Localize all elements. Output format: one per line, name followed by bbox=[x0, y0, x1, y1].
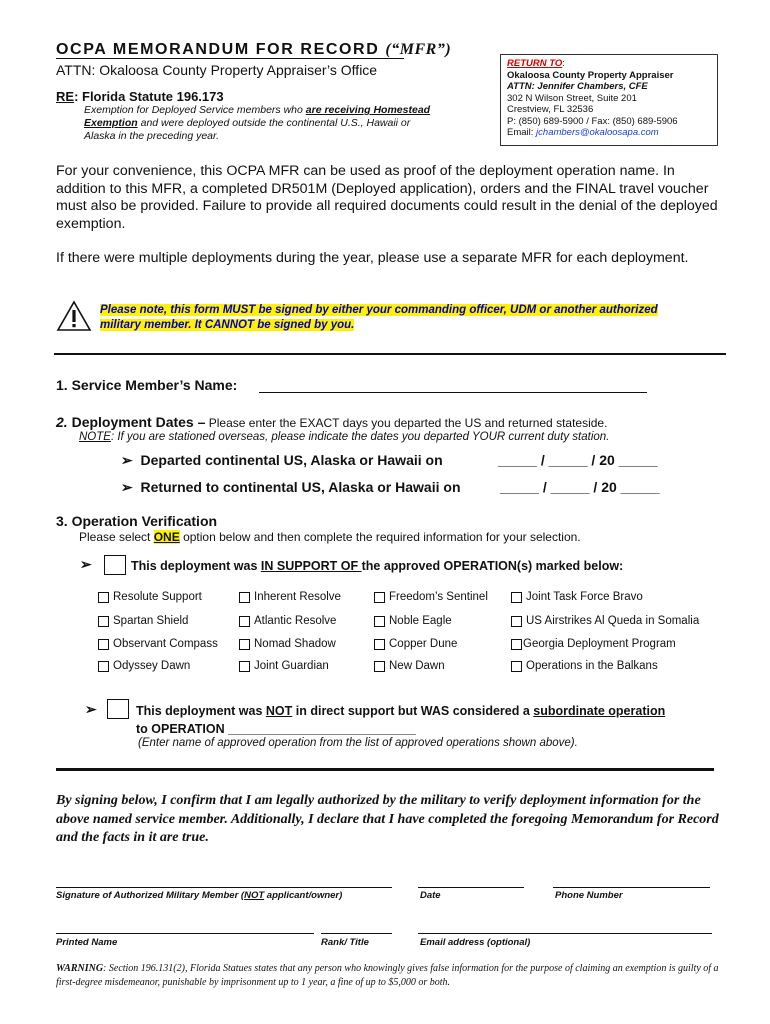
operation-option[interactable] bbox=[239, 638, 336, 650]
operation-label: Spartan Shield bbox=[113, 615, 189, 627]
operation-label: Joint Task Force Bravo bbox=[526, 591, 643, 603]
operation-name-field[interactable]: to OPERATION ___________________________ bbox=[136, 722, 416, 736]
warning-label: WARNING bbox=[56, 963, 104, 974]
checkbox[interactable] bbox=[511, 592, 522, 603]
operation-option[interactable] bbox=[98, 615, 188, 627]
operation-option[interactable] bbox=[98, 638, 218, 650]
operation-option[interactable] bbox=[239, 660, 329, 672]
checkbox[interactable] bbox=[98, 616, 109, 627]
arrow-icon: ➢ bbox=[80, 556, 92, 572]
re-desc-emphasis: are receiving Homestead Exemption bbox=[84, 104, 431, 129]
return-to-text: RETURN TO bbox=[507, 58, 563, 69]
declaration: By signing below, I confirm that I am legally authorized by the military to verify deployment information for the above named service member. Additionally, I declare that I have completed the foregoing Memorandum for Record and the facts in it are true. bbox=[56, 793, 719, 845]
checkbox[interactable] bbox=[239, 592, 250, 603]
title-underline bbox=[56, 58, 404, 59]
operation-label: Freedom’s Sentinel bbox=[389, 591, 488, 603]
returned-label: Returned to continental US, Alaska or Hawaii on bbox=[140, 479, 461, 495]
return-street: 302 N Wilson Street, Suite 201 bbox=[507, 92, 637, 104]
bullet-icon: ➢ bbox=[121, 479, 133, 495]
return-attn: ATTN: Jennifer Chambers, CFE bbox=[507, 81, 648, 92]
operation-option[interactable] bbox=[98, 660, 190, 672]
subordinate-label bbox=[136, 702, 676, 738]
operation-label: Atlantic Resolve bbox=[254, 615, 337, 627]
checkbox[interactable] bbox=[511, 616, 522, 627]
checkbox[interactable] bbox=[511, 661, 522, 672]
email-label: Email address (optional) bbox=[420, 937, 531, 948]
note-text: : If you are stationed overseas, please indicate the dates you departed YOUR current duty station. bbox=[110, 431, 610, 443]
return-to-label bbox=[507, 58, 711, 70]
opt2-b: in direct support but WAS considered a bbox=[292, 704, 534, 718]
return-email-link[interactable]: jchambers@okaloosapa.com bbox=[536, 127, 659, 138]
checkbox[interactable] bbox=[239, 616, 250, 627]
operation-option[interactable] bbox=[98, 591, 202, 603]
operation-label: Joint Guardian bbox=[254, 660, 329, 672]
phone-label: Phone Number bbox=[555, 890, 623, 901]
opt2-a: This deployment was bbox=[136, 704, 266, 718]
operation-option[interactable] bbox=[511, 591, 643, 603]
operation-option[interactable] bbox=[374, 591, 488, 603]
departed-label: Departed continental US, Alaska or Hawaii on bbox=[140, 452, 443, 468]
checkbox[interactable] bbox=[374, 661, 385, 672]
email-field[interactable] bbox=[418, 933, 712, 934]
re-line bbox=[56, 89, 224, 104]
operation-option[interactable] bbox=[511, 638, 676, 650]
checkbox[interactable] bbox=[239, 639, 250, 650]
operation-label: Copper Dune bbox=[389, 638, 458, 650]
divider bbox=[56, 768, 714, 771]
return-org: Okaloosa County Property Appraiser bbox=[507, 69, 674, 81]
operation-option[interactable] bbox=[511, 615, 699, 627]
deployment-dates-heading bbox=[56, 414, 607, 430]
re-statute: : Florida Statute 196.173 bbox=[74, 89, 224, 104]
return-to-colon: : bbox=[562, 58, 565, 69]
checkbox[interactable] bbox=[239, 661, 250, 672]
note-part1: Please select bbox=[79, 530, 154, 544]
operation-label: Nomad Shadow bbox=[254, 638, 336, 650]
return-phone: P: (850) 689-5900 / Fax: (850) 689-5906 bbox=[507, 115, 678, 127]
bullet-icon: ➢ bbox=[121, 452, 133, 468]
operation-label: Resolute Support bbox=[113, 591, 202, 603]
sig-label-not: NOT bbox=[244, 890, 265, 901]
re-description bbox=[84, 104, 434, 143]
warning-icon bbox=[56, 300, 92, 332]
signature-field[interactable] bbox=[56, 887, 392, 888]
warning-text: : Section 196.131(2), Florida Statues states that any person who knowingly gives false information for the purpose of claiming an exemption is guilty of a first-degree misdemeanor, punishable by imprisonment up to 1 year, a fine of up to $5,000 or both. bbox=[56, 963, 719, 988]
returned-date-field[interactable]: _____ / _____ / 20 _____ bbox=[500, 479, 660, 495]
re-label: RE bbox=[56, 89, 75, 104]
operation-label: US Airstrikes Al Queda in Somalia bbox=[526, 615, 700, 627]
note-label: NOTE bbox=[79, 431, 111, 443]
checkbox[interactable] bbox=[374, 639, 385, 650]
operation-label: Observant Compass bbox=[113, 638, 218, 650]
in-support-label bbox=[131, 559, 623, 573]
operation-label: Noble Eagle bbox=[389, 615, 452, 627]
operation-option[interactable] bbox=[239, 591, 341, 603]
operation-label: Odyssey Dawn bbox=[113, 660, 191, 672]
return-email-label: Email: bbox=[507, 127, 537, 138]
opt1-a: This deployment was bbox=[131, 559, 261, 573]
return-email-line bbox=[507, 127, 711, 139]
service-member-name-field[interactable] bbox=[259, 392, 647, 393]
operation-option[interactable] bbox=[374, 660, 445, 672]
operation-label: Georgia Deployment Program bbox=[523, 638, 676, 650]
returned-row bbox=[121, 479, 461, 496]
return-to-box bbox=[500, 54, 718, 146]
departed-date-field[interactable]: _____ / _____ / 20 _____ bbox=[498, 452, 658, 468]
intro-paragraph-2: If there were multiple deployments during the year, please use a separate MFR for each deployment. bbox=[56, 250, 689, 266]
checkbox[interactable] bbox=[98, 661, 109, 672]
checkbox[interactable] bbox=[374, 616, 385, 627]
attn-line: ATTN: Okaloosa County Property Appraiser’s Office bbox=[56, 62, 378, 78]
section2-number: 2. bbox=[56, 414, 68, 430]
in-support-checkbox[interactable] bbox=[104, 555, 126, 575]
operation-option[interactable] bbox=[239, 615, 336, 627]
title-text: OCPA MEMORANDUM FOR RECORD bbox=[56, 41, 380, 58]
deployment-dates-note bbox=[79, 431, 609, 443]
signature-notice bbox=[100, 303, 700, 333]
service-member-name-label: 1. Service Member’s Name: bbox=[56, 377, 238, 393]
date-label: Date bbox=[420, 890, 441, 901]
intro-paragraph-1: For your convenience, this OCPA MFR can be used as proof of the deployment operation name. In addition to this MFR, a completed DR501M (Deployed application), orders and the FINAL travel voucher must also be provided. Failure to provide all required documents could result in the denial of the deployed exemption. bbox=[56, 163, 718, 232]
operation-label: Operations in the Balkans bbox=[526, 660, 658, 672]
operation-option[interactable] bbox=[374, 638, 457, 650]
sig-label-a: Signature of Authorized Military Member ( bbox=[56, 890, 245, 901]
opt1-b: IN SUPPORT OF bbox=[260, 559, 362, 573]
checkbox[interactable] bbox=[374, 592, 385, 603]
page-title bbox=[56, 41, 451, 59]
printed-name-label: Printed Name bbox=[56, 937, 118, 948]
opt2-not: NOT bbox=[265, 704, 293, 718]
checkbox[interactable] bbox=[98, 639, 109, 650]
checkbox[interactable] bbox=[98, 592, 109, 603]
rank-field[interactable] bbox=[321, 933, 392, 934]
sig-label-b: applicant/owner) bbox=[264, 890, 343, 901]
subordinate-checkbox[interactable] bbox=[107, 699, 129, 719]
return-city: Crestview, FL 32536 bbox=[507, 104, 594, 115]
departed-row bbox=[121, 452, 443, 469]
opt1-c: the approved OPERATION(s) marked below: bbox=[361, 559, 624, 573]
section2-title: Deployment Dates – bbox=[67, 414, 206, 430]
operation-verification-heading: 3. Operation Verification bbox=[56, 513, 218, 529]
subordinate-note: (Enter name of approved operation from the list of approved operations shown above). bbox=[138, 737, 578, 749]
printed-name-field[interactable] bbox=[56, 933, 314, 934]
legal-warning bbox=[56, 962, 724, 990]
phone-field[interactable] bbox=[553, 887, 710, 888]
checkbox[interactable] bbox=[511, 639, 522, 650]
arrow-icon: ➢ bbox=[85, 701, 97, 717]
title-suffix: (“MFR”) bbox=[385, 41, 452, 58]
operation-option[interactable] bbox=[374, 615, 452, 627]
re-desc-part1: Exemption for Deployed Service members who bbox=[84, 104, 306, 116]
date-field[interactable] bbox=[418, 887, 524, 888]
re-desc-part2: and were deployed outside the continental U.S., Hawaii or Alaska in the preceding year. bbox=[84, 117, 411, 142]
section2-sub: Please enter the EXACT days you departed the US and returned stateside. bbox=[205, 416, 608, 430]
note-part2: option below and then complete the required information for your selection. bbox=[179, 530, 581, 544]
operation-label: New Dawn bbox=[389, 660, 445, 672]
divider bbox=[54, 353, 726, 355]
opt2-sub: subordinate operation bbox=[533, 704, 666, 718]
operation-option[interactable] bbox=[511, 660, 658, 672]
note-one: ONE bbox=[153, 530, 180, 544]
signature-label bbox=[56, 890, 342, 901]
rank-label: Rank/ Title bbox=[321, 937, 369, 948]
signature-notice-text: Please note, this form MUST be signed by either your commanding officer, UDM or another authorized military member. It CANNOT be signed by you. bbox=[100, 304, 658, 331]
operation-label: Inherent Resolve bbox=[254, 591, 341, 603]
operation-verification-note bbox=[79, 530, 581, 544]
